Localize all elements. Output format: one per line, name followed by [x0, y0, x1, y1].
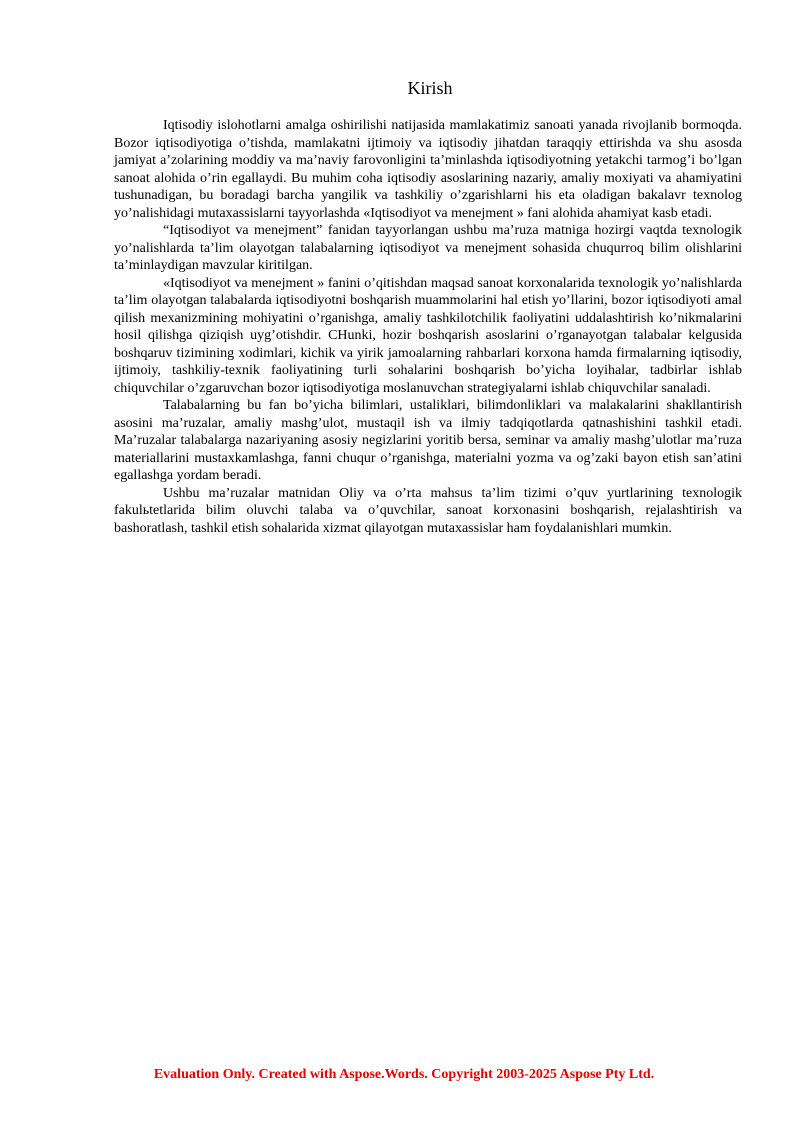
- document-body: [114, 117, 742, 537]
- paragraph-lecture-text: “Iqtisodiyot va menejment” fanidan tayyorlangan ushbu ma’ruza matniga hozirgi vaqtda texnologik yo’nalishlarda ta’lim olayotgan talabalarning iqtisodiyot va menejment sohasida chuqurroq bilim olishlarini ta’minlaydigan mavzular kiritilgan.: [114, 223, 742, 273]
- paragraph-course-goal: «Iqtisodiyot va menejment » fanini o’qitishdan maqsad sanoat korxonalarida texnologik yo’nalishlarda ta’lim olayotgan talabalarda iqtisodiyotni boshqarish muammolarini hal etish yo’llarini, bozor iqtisodiyoti amal qilish mexanizmining mohiyatini o’rganishga, amaliy tashkilotchilik faoliyatini uddalashtirish ko’nikmalarini hosil qilishga qiziqish uyg’otishdir. CHunki, hozir boshqarish asoslarini o’rganayotgan talabalar kelgusida boshqaruv tizimining xodimlari, kichik va yirik jamoalarning rahbarlari korxona hamda firmalarning iqtisodiy, ijtimoiy, tashkiliy-texnik faoliyatining turli sohalarini boshqarish bo’yicha loyihalar, tadbirlar ishlab chiquvchilar o’zgaruvchan bozor iqtisodiyotiga moslanuvchan strategiyalarni ishlab chiquvchilar sanaladi.: [114, 275, 742, 396]
- paragraph-intro: Iqtisodiy islohotlarni amalga oshirilishi natijasida mamlakatimiz sanoati yanada rivojlanib bormoqda. Bozor iqtisodiyotiga o’tishda, mamlakatni ijtimoiy va iqtisodiy jihatdan taraqqiy ettirishda va shu asosda jamiyat a’zolarining moddiy va ma’naviy farovonligini ta’minlashda iqtisodiyotning yetakchi tarmog’i bo’lgan sanoat alohida o’rin egallaydi. Bu muhim coha iqtisodiy asoslarining nazariy, amaliy moxiyati va ahamiyatini tushunadigan, bu boradagi barcha yangilik va tashkiliy o’zgarishlarni his eta oladigan bakalavr texnolog yo’nalishidagi mutaxassislarni tayyorlashda «Iqtisodiyot va menejment » fani alohida ahamiyat kasb etadi.: [114, 118, 742, 221]
- evaluation-watermark: Evaluation Only. Created with Aspose.Words. Copyright 2003-2025 Aspose Pty Ltd.: [153, 1067, 655, 1082]
- paragraph-audience: Ushbu ma’ruzalar matnidan Oliy va o’rta mahsus ta’lim tizimi o’quv yurtlarining texnologik fakulьtetlarida bilim oluvchi talaba va o’quvchilar, sanoat korxonasini boshqarish, rejalashtirish va bashoratlash, tashkil etish sohalarida xizmat qilayotgan mutaxassislar ham foydalanishlari mumkin.: [114, 485, 742, 536]
- paragraph-student-skills: Talabalarning bu fan bo’yicha bilimlari, ustaliklari, bilimdonliklari va malakalarini shakllantirish asosini ma’ruzalar, amaliy mashg’ulot, mustaqil ish va ilmiy tadqiqotlarda qatnashishini tashkil etadi. Ma’ruzalar talabalarga nazariyaning asosiy negizlarini yoritib bersa, seminar va amaliy mashg’ulotlar ma’ruza materiallarini mustaxkamlashga, fanni chuqur o’rganishga, materialni yozma va og’zaki bayon etish san’atini egallashga yordam beradi.: [114, 398, 742, 483]
- page-title: Kirish: [407, 78, 453, 98]
